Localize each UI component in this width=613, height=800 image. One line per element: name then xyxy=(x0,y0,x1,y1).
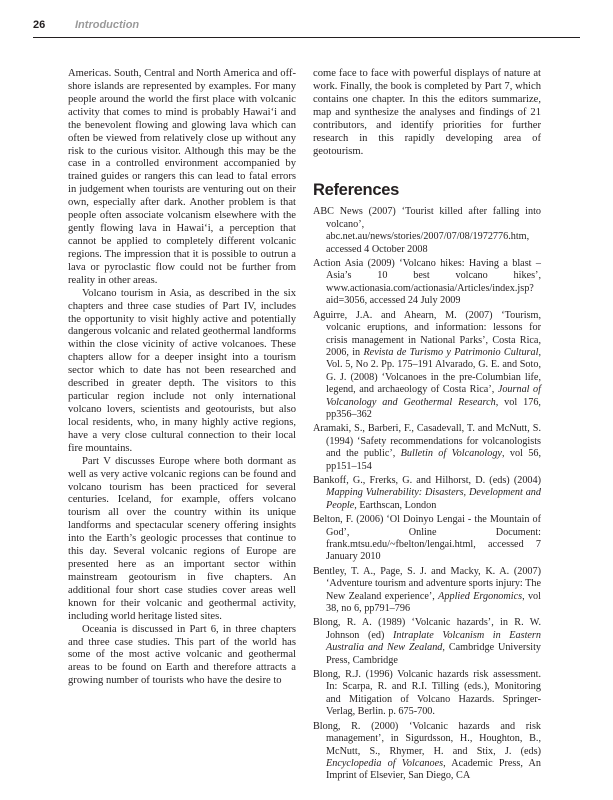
body-paragraph: Volcano tourism in Asia, as described in the six chapters and three case studies of Part IV, includes the opportunity to visit highly active and potentially dangerous volcanic and related geothermal landforms within the close vicinity of active volcanoes. These chapters allow for a deeper insight into a tourism sector which to date has not been researched and described in greater depth. The visitors to this particular region include not only international volcano lovers, scientists and geotourists, but also local residents, who, in many highly active regions, have a very close cultural connection to their local fire mountains. xyxy=(68,287,296,454)
reference-entry xyxy=(313,669,541,719)
reference-journal-title: Revista de Turismo y Patrimonio Cultural xyxy=(363,346,539,358)
reference-text: Aramaki, S., Barberi, F., Casadevall, T. and McNutt, S. (1994) ‘Safety recommendations for volcanologists and the public’, xyxy=(313,423,541,460)
page-header xyxy=(33,19,580,37)
reference-text: Blong, R. A. (1989) ‘Volcanic hazards’, in R. W. Johnson (ed) xyxy=(313,617,541,641)
body-paragraph: Part V discusses Europe where both dormant as well as very active volcanic regions can be found and volcano tourism has been practiced for several centuries. Iceland, for example, offers volcano tourism all over the country within its unique landforms and spectacular scenery offering insights into the Earth’s geologic processes that continue to this day. Several volcanic regions of Europe are presented here as an important sector within mainstream geotourism in five chapters. An additional four short case studies cover areas well known for their volcanic and geothermal activity, including world heritage listed sites. xyxy=(68,455,296,622)
reference-text: , Academic Press, An Imprint of Elsevier, San Diego, CA xyxy=(326,757,541,782)
reference-book-title: Encyclopedia of Volcanoes xyxy=(326,757,444,769)
reference-text: , Earthscan, London xyxy=(354,499,437,511)
reference-book-title: Mapping Vulnerability: Disasters, Development and People xyxy=(326,487,541,511)
reference-text: Belton, F. (2006) ‘Ol Doinyo Lengai - the Mountain of God’, Online Document: frank.mtsu.edu/~fbelton/lengai.html, accessed 7 January 2010 xyxy=(313,514,541,563)
reference-text: , Cambridge University Press, Cambridge xyxy=(326,642,541,666)
header-rule xyxy=(33,37,580,38)
reference-text: Blong, R.J. (1996) Volcanic hazards risk assessment. In: Scarpa, R. and R.I. Tilling (eds.), Monitoring and Mitigation of Volcano Hazards. Springer-Verlag, Berlin. p. 675-700. xyxy=(313,669,541,718)
reference-text: , Vol. 5, No 2. Pp. 175–191 Alvarado, G. E. and Soto, G. J. (2008) ‘Volcanoes in the pre-Columbian life, legend, and archaeology of Costa Rica’, xyxy=(326,346,541,396)
reference-entry xyxy=(313,206,541,256)
page-number: 26 xyxy=(33,19,46,31)
reference-text: Bankoff, G., Frerks, G. and Hilhorst, D. (eds) (2004) xyxy=(313,474,541,486)
reference-text: Action Asia (2009) ‘Volcano hikes: Having a blast – Asia’s 10 best volcano hikes’, www.actionasia.com/actionasia/Articles/index.jsp?aid=3056, accessed 24 July 2009 xyxy=(313,258,541,307)
references-heading: References xyxy=(313,181,399,200)
running-head: Introduction xyxy=(75,19,140,31)
reference-book-title: Intraplate Volcanism in Eastern Australia and New Zealand xyxy=(326,629,541,654)
reference-entry xyxy=(313,310,541,422)
reference-text: , vol 56, pp151–154 xyxy=(326,448,541,472)
reference-journal-title: Journal of Volcanology and Geothermal Research xyxy=(326,384,541,408)
reference-journal-title: Applied Ergonomics xyxy=(438,590,523,602)
reference-text: , vol 176, pp356–362 xyxy=(326,396,541,420)
reference-entry xyxy=(313,258,541,308)
reference-text: , vol 38, no 6, pp791–796 xyxy=(326,590,541,615)
reference-text: Bentley, T. A., Page, S. J. and Macky, K. A. (2007) ‘Adventure tourism and adventure sports injury: The New Zealand experience’, xyxy=(313,565,541,602)
reference-entry xyxy=(313,514,541,564)
reference-text: ABC News (2007) ‘Tourist killed after falling into volcano’, abc.net.au/news/stories/2007/07/08/1972776.htm, accessed 4 October 2008 xyxy=(313,206,541,255)
reference-journal-title: Bulletin of Volcanology xyxy=(400,448,502,460)
reference-entry xyxy=(313,423,541,473)
reference-entry xyxy=(313,475,541,512)
body-paragraph: Americas. South, Central and North America and off-shore islands are represented by examples. For many people around the world the first place with volcanic activity that comes to mind is probably Hawai‘i and the benevolent flowing and glowing lava which can often be viewed from relatively close up without any risk to the curious visitor. Although this may be the case in a controlled environment accompanied by trained guides or rangers this can lead to fatal errors in judgement when tourists are venturing out on their own, especially after dark. Another problem is that people often associate volcanism elsewhere with the gently flowing lava in Hawai‘i, a perception that cannot be applied to completely different volcanic regions. The impression that it is possible to outrun a lava or pyroclastic flow could not be further from reality in other areas. xyxy=(68,68,296,286)
body-paragraph: come face to face with powerful displays of nature at work. Finally, the book is completed by Part 7, which contains one chapter. In this the editors summarize, map and synthesize the analyses and findings of 21 contributors, and identify priorities for further research in this rapidly developing area of geotourism. xyxy=(313,68,541,157)
left-column xyxy=(68,68,296,688)
reference-entry xyxy=(313,721,541,783)
right-column xyxy=(313,68,541,785)
reference-text: Aguirre, J.A. and Ahearn, M. (2007) ‘Tourism, volcanic eruptions, and information: lessons for crisis management in National Parks’, Costa Rica, 2006, in xyxy=(313,309,541,358)
reference-entry xyxy=(313,617,541,667)
reference-entry xyxy=(313,566,541,616)
body-paragraph: Oceania is discussed in Part 6, in three chapters and three case studies. This part of the world has some of the most active volcanic and geothermal areas to be found on Earth and therefore attracts a growing number of tourists who have the desire to xyxy=(68,623,296,687)
reference-text: Blong, R. (2000) ‘Volcanic hazards and risk management’, in Sigurdsson, H., Houghton, B., McNutt, S., Rhymer, H. and Stix, J. (eds) xyxy=(313,720,541,757)
